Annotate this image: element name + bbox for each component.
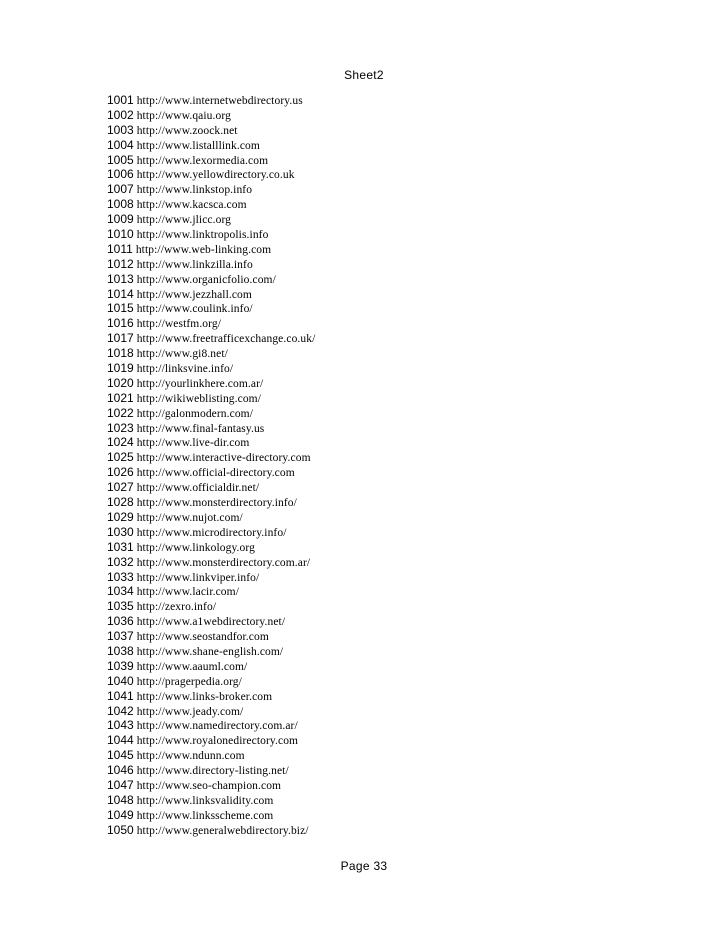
row-number: 1015 — [107, 301, 134, 316]
row-number: 1034 — [107, 584, 134, 599]
row-number: 1047 — [107, 777, 134, 792]
row-url: http://westfm.org/ — [136, 318, 222, 331]
row-url: http://www.royalonedirectory.com — [136, 735, 299, 748]
list-item — [107, 406, 315, 421]
list-item — [107, 257, 315, 272]
list-item — [107, 674, 315, 689]
row-number: 1044 — [107, 733, 134, 748]
sheet-title: Sheet2 — [344, 68, 384, 82]
row-number: 1033 — [107, 569, 134, 584]
row-url: http://www.zoock.net — [136, 124, 238, 137]
row-url: http://zexro.info/ — [136, 601, 217, 614]
row-url: http://pragerpedia.org/ — [136, 675, 242, 688]
row-url: http://www.directory-listing.net/ — [136, 765, 289, 778]
row-url: http://www.internetwebdirectory.us — [136, 95, 303, 107]
row-url: http://yourlinkhere.com.ar/ — [136, 377, 264, 390]
list-item — [107, 197, 315, 212]
list-item — [107, 93, 315, 108]
row-url: http://www.a1webdirectory.net/ — [136, 616, 286, 629]
row-number: 1001 — [107, 93, 134, 107]
list-item — [107, 346, 315, 361]
row-number: 1043 — [107, 718, 134, 733]
list-item — [107, 689, 315, 704]
list-item — [107, 167, 315, 182]
row-number: 1030 — [107, 524, 134, 539]
row-number: 1050 — [107, 822, 134, 837]
list-item — [107, 808, 315, 823]
row-number: 1028 — [107, 495, 134, 510]
list-item — [107, 376, 315, 391]
list-item — [107, 123, 315, 138]
row-url: http://www.monsterdirectory.com.ar/ — [136, 556, 311, 569]
row-number: 1032 — [107, 554, 134, 569]
row-url: http://www.linkviper.info/ — [136, 571, 260, 584]
row-number: 1023 — [107, 420, 134, 435]
row-number: 1002 — [107, 107, 134, 122]
row-number: 1024 — [107, 435, 134, 450]
row-url: http://www.namedirectory.com.ar/ — [136, 720, 298, 733]
list-item — [107, 525, 315, 540]
row-url: http://www.generalwebdirectory.biz/ — [136, 824, 309, 837]
row-number: 1011 — [107, 241, 133, 256]
row-url: http://www.official-directory.com — [136, 467, 295, 480]
list-item — [107, 331, 315, 346]
list-item — [107, 629, 315, 644]
row-number: 1014 — [107, 286, 134, 301]
row-url: http://www.seo-champion.com — [136, 779, 282, 792]
list-item — [107, 793, 315, 808]
row-url: http://www.officialdir.net/ — [136, 482, 260, 495]
row-url: http://www.kacsca.com — [136, 199, 247, 212]
row-number: 1013 — [107, 271, 134, 286]
list-item — [107, 450, 315, 465]
row-number: 1029 — [107, 509, 134, 524]
row-number: 1041 — [107, 688, 134, 703]
list-item — [107, 287, 315, 302]
row-number: 1006 — [107, 167, 134, 182]
row-number: 1048 — [107, 792, 134, 807]
row-number: 1012 — [107, 256, 134, 271]
row-url: http://www.shane-english.com/ — [136, 645, 284, 658]
list-item — [107, 823, 315, 838]
list-item — [107, 227, 315, 242]
list-item — [107, 435, 315, 450]
row-number: 1038 — [107, 643, 134, 658]
row-number: 1004 — [107, 137, 134, 152]
row-url: http://www.monsterdirectory.info/ — [136, 497, 297, 510]
row-url: http://www.linktropolis.info — [136, 229, 269, 242]
row-url: http://www.lexormedia.com — [136, 154, 269, 167]
row-url: http://www.listalllink.com — [136, 139, 260, 152]
list-item — [107, 153, 315, 168]
row-number: 1021 — [107, 390, 134, 405]
row-url: http://www.seostandfor.com — [136, 631, 269, 644]
row-url: http://www.ndunn.com — [136, 750, 245, 763]
list-item — [107, 584, 315, 599]
row-number: 1036 — [107, 614, 134, 629]
row-number: 1039 — [107, 658, 134, 673]
list-item — [107, 138, 315, 153]
row-url: http://www.links-broker.com — [136, 690, 273, 703]
list-item — [107, 659, 315, 674]
row-url: http://linksvine.info/ — [136, 363, 234, 376]
row-url: http://www.nujot.com/ — [136, 511, 243, 524]
row-url: http://www.linkology.org — [136, 541, 255, 554]
list-item — [107, 495, 315, 510]
row-number: 1005 — [107, 152, 134, 167]
row-number: 1025 — [107, 450, 134, 465]
list-item — [107, 614, 315, 629]
list-item — [107, 242, 315, 257]
row-number: 1020 — [107, 375, 134, 390]
row-url: http://www.jlicc.org — [136, 214, 232, 227]
list-item — [107, 704, 315, 719]
row-url: http://www.live-dir.com — [136, 437, 250, 450]
row-number: 1045 — [107, 748, 134, 763]
row-url: http://galonmodern.com/ — [136, 407, 254, 420]
list-item — [107, 391, 315, 406]
row-number: 1017 — [107, 331, 134, 346]
row-url: http://www.jezzhall.com — [136, 288, 252, 301]
row-number: 1022 — [107, 405, 134, 420]
row-url: http://www.aauml.com/ — [136, 660, 248, 673]
row-url: http://www.linksscheme.com — [136, 809, 274, 822]
list-item — [107, 644, 315, 659]
row-url: http://www.microdirectory.info/ — [136, 526, 287, 539]
list-item — [107, 272, 315, 287]
list-item — [107, 421, 315, 436]
list-item — [107, 212, 315, 227]
row-number: 1018 — [107, 346, 134, 361]
list-item — [107, 778, 315, 793]
row-number: 1007 — [107, 182, 134, 197]
row-url: http://www.linksvalidity.com — [136, 794, 274, 807]
row-number: 1003 — [107, 122, 134, 137]
list-item — [107, 540, 315, 555]
list-item — [107, 182, 315, 197]
row-number: 1040 — [107, 673, 134, 688]
list-item — [107, 555, 315, 570]
row-number: 1026 — [107, 465, 134, 480]
list-item — [107, 480, 315, 495]
row-number: 1019 — [107, 361, 134, 376]
row-url: http://wikiweblisting.com/ — [136, 392, 262, 405]
row-number: 1008 — [107, 197, 134, 212]
list-item — [107, 763, 315, 778]
url-list — [107, 93, 315, 838]
row-url: http://www.coulink.info/ — [136, 303, 253, 316]
row-url: http://www.organicfolio.com/ — [136, 273, 276, 286]
row-number: 1049 — [107, 807, 134, 822]
row-url: http://www.jeady.com/ — [136, 705, 244, 718]
list-item — [107, 108, 315, 123]
list-item — [107, 316, 315, 331]
row-url: http://www.freetrafficexchange.co.uk/ — [136, 333, 316, 346]
row-url: http://www.linkzilla.info — [136, 258, 253, 271]
list-item — [107, 510, 315, 525]
row-number: 1035 — [107, 599, 134, 614]
row-number: 1027 — [107, 480, 134, 495]
list-item — [107, 361, 315, 376]
row-url: http://www.gi8.net/ — [136, 348, 228, 361]
row-number: 1037 — [107, 629, 134, 644]
list-item — [107, 748, 315, 763]
list-item — [107, 733, 315, 748]
row-url: http://www.qaiu.org — [136, 109, 231, 122]
row-number: 1042 — [107, 703, 134, 718]
row-url: http://www.final-fantasy.us — [136, 422, 265, 435]
row-url: http://www.interactive-directory.com — [136, 452, 311, 465]
page-number: Page 33 — [340, 859, 388, 873]
row-url: http://www.yellowdirectory.co.uk — [136, 169, 295, 182]
row-url: http://www.web-linking.com — [135, 243, 272, 256]
row-number: 1031 — [107, 539, 134, 554]
list-item — [107, 465, 315, 480]
row-number: 1046 — [107, 763, 134, 778]
list-item — [107, 599, 315, 614]
list-item — [107, 718, 315, 733]
list-item — [107, 301, 315, 316]
row-number: 1009 — [107, 212, 134, 227]
row-number: 1010 — [107, 227, 134, 242]
row-number: 1016 — [107, 316, 134, 331]
row-url: http://www.linkstop.info — [136, 184, 253, 197]
row-url: http://www.lacir.com/ — [136, 586, 239, 599]
list-item — [107, 570, 315, 585]
